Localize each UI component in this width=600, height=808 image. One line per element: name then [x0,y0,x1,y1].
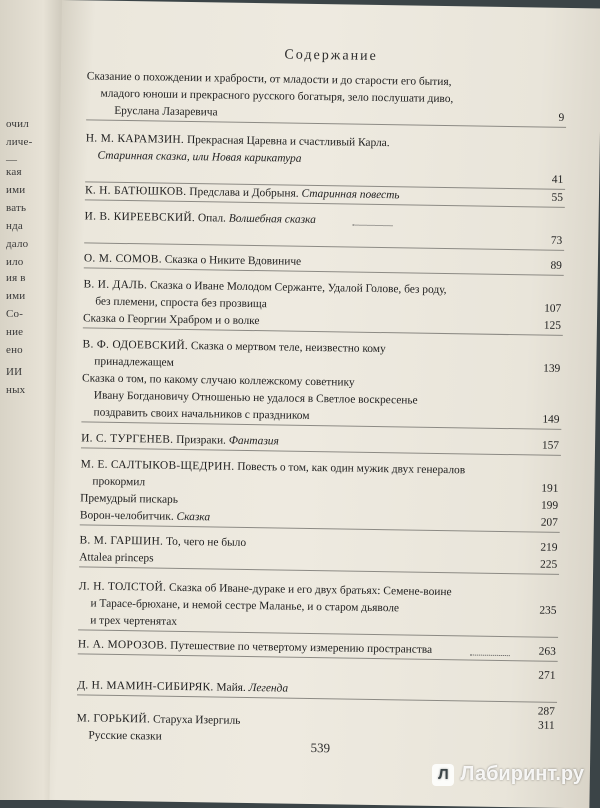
left-page-text: очил [6,118,29,130]
page-number: 271 [538,669,556,682]
dot-leader [470,652,510,656]
watermark-text: Лабиринт.ру [460,763,584,785]
entry-title: поздравить своих начальников с праздником [93,406,310,422]
page-number: 73 [550,234,563,247]
entry-title: Призраки. [176,433,227,447]
toc-entry [81,430,561,456]
page-number: 157 [541,439,560,452]
entry-title: Сказка о Иване Молодом Сержанте, Удалой Голове, без роду, [149,279,447,297]
entry-subtitle: Фантазия [228,434,279,448]
entry-title: без племени, спроста без прозвища [95,295,267,311]
toc-entry [78,578,559,638]
watermark [432,763,584,786]
page-number: 191 [541,482,559,495]
entry-title: Сказка об Иване-дураке и его двух братьях: Семене-воине [168,581,452,599]
entry-title: Путешествие по четвертому измерению пространства [170,639,433,656]
entry-title: Прекрасная Царевна и счастливый Карла. [186,133,390,150]
author-name: И. В. КИРЕЕВСКИЙ. [84,210,196,225]
page-number: 107 [544,302,562,315]
page-number: 41 [551,173,564,186]
entry-title: и Тарасе-брюхане, и немой сестре Маланье, и о старом дьяволе [90,597,400,615]
entry-title: Ивану Богдановичу Отношенью не удалося в Светлое воскресенье [93,389,418,407]
left-page-text: личе- [6,136,33,148]
toc-entry [84,250,564,276]
author-name: М. ГОРЬКИЙ. [76,712,151,726]
toc-entry [81,336,562,430]
page-number: 207 [540,516,558,529]
entry-subtitle: Сказка [176,510,211,524]
entry-title: Премудрый пискарь [80,492,179,506]
left-page-text: ИИ [6,366,23,378]
entry-title: Сказка о том, по какому случаю коллежскому советнику [81,372,355,389]
left-page-text: вать [6,202,27,214]
author-name: В. М. ГАРШИН. [79,534,164,548]
author-name: Н. А. МОРОЗОВ. [77,638,168,652]
entry-title: Сказка о Георгии Храбром и о волке [82,312,260,328]
page-number: 263 [538,645,556,658]
entry-title: и трех чертенятах [90,614,178,628]
page-number: 139 [543,362,561,375]
page-number: 225 [540,558,558,571]
entry-title: Опал. [197,212,227,225]
page-number: 235 [539,604,557,617]
toc-entry [77,660,557,703]
toc-entry [85,130,566,190]
entry-title: Attalea princeps [79,551,154,565]
left-page-text: ими [6,184,26,196]
entry-subtitle: Старинная сказка, или Новая карикатура [97,149,302,165]
left-page-text: Со- [6,308,24,320]
author-name: И. С. ТУРГЕНЕВ. [81,432,174,446]
author-name: О. М. СОМОВ. [83,252,162,266]
entry-title: Повесть о том, как один мужик двух генералов [237,460,466,477]
page-number: 55 [551,191,564,204]
author-name: М. Е. САЛТЫКОВ-ЩЕДРИН. [80,458,235,473]
author-name: Д. Н. МАМИН-СИБИРЯК. [77,679,214,694]
dot-leader [352,223,392,227]
toc-entry [79,532,559,575]
page-number: 311 [537,719,555,732]
left-page-text: ние [6,326,24,338]
entry-title: Майя. [216,681,246,694]
author-name: В. И. ДАЛЬ. [83,278,148,292]
toc-page [49,0,600,808]
left-page-text: кая [6,166,22,178]
left-page-text: дало [6,238,29,250]
toc-entry [80,456,561,533]
author-name: К. Н. БАТЮШКОВ. [84,184,187,198]
entry-title: Еруслана Лазаревича [114,104,218,119]
left-page-text: ено [6,344,23,356]
entry-subtitle: Старинная повесть [301,187,400,202]
entry-title: Сказка о Никите Вдовиниче [164,253,302,268]
page-folio-number: 539 [310,739,331,756]
entry-subtitle: Волшебная сказка [228,212,316,227]
left-page-text: — [6,154,18,166]
entry-title: Сказание о похождении и храбрости, от младости и до старости его бытия, [86,70,452,89]
entry-title: Старуха Изергиль [152,713,241,727]
left-page-text: ия в [6,272,26,284]
toc-entry [83,276,564,336]
labirint-logo-icon: Л [432,764,454,786]
toc-entry [84,208,564,251]
page-number: 287 [537,705,555,718]
page-number: 219 [540,541,558,554]
page-number: 125 [543,319,562,332]
author-name: Н. М. КАРАМЗИН. [85,132,185,146]
page-number: 199 [540,499,559,512]
entry-title: Сказка о мертвом теле, неизвестно кому [190,340,386,356]
left-page-text: нда [6,220,23,232]
left-page-text: ных [6,384,26,396]
toc-entry [78,636,558,662]
left-page-text: ими [6,290,26,302]
entry-title: младого юноши и прекрасного русского богатыря, зело послушати диво, [100,87,454,106]
entry-title: принадлежащем [94,355,174,369]
page-title: Содержание [284,47,378,64]
toc-entry [86,68,567,128]
author-name: В. Ф. ОДОЕВСКИЙ. [82,338,189,353]
left-page-text: ило [6,256,24,268]
author-name: Л. Н. ТОЛСТОЙ. [78,580,167,594]
entry-title: Русские сказки [88,729,162,743]
entry-title: Ворон-челобитчик. [79,509,174,523]
page-number: 89 [550,259,562,272]
entry-title: прокормил [92,475,146,489]
entry-subtitle: Легенда [248,682,289,695]
page-number: 149 [542,413,560,426]
entry-title: Предслава и Добрыня. [189,186,299,200]
entry-title: То, чего не было [165,535,247,549]
page-number: 9 [558,111,565,124]
